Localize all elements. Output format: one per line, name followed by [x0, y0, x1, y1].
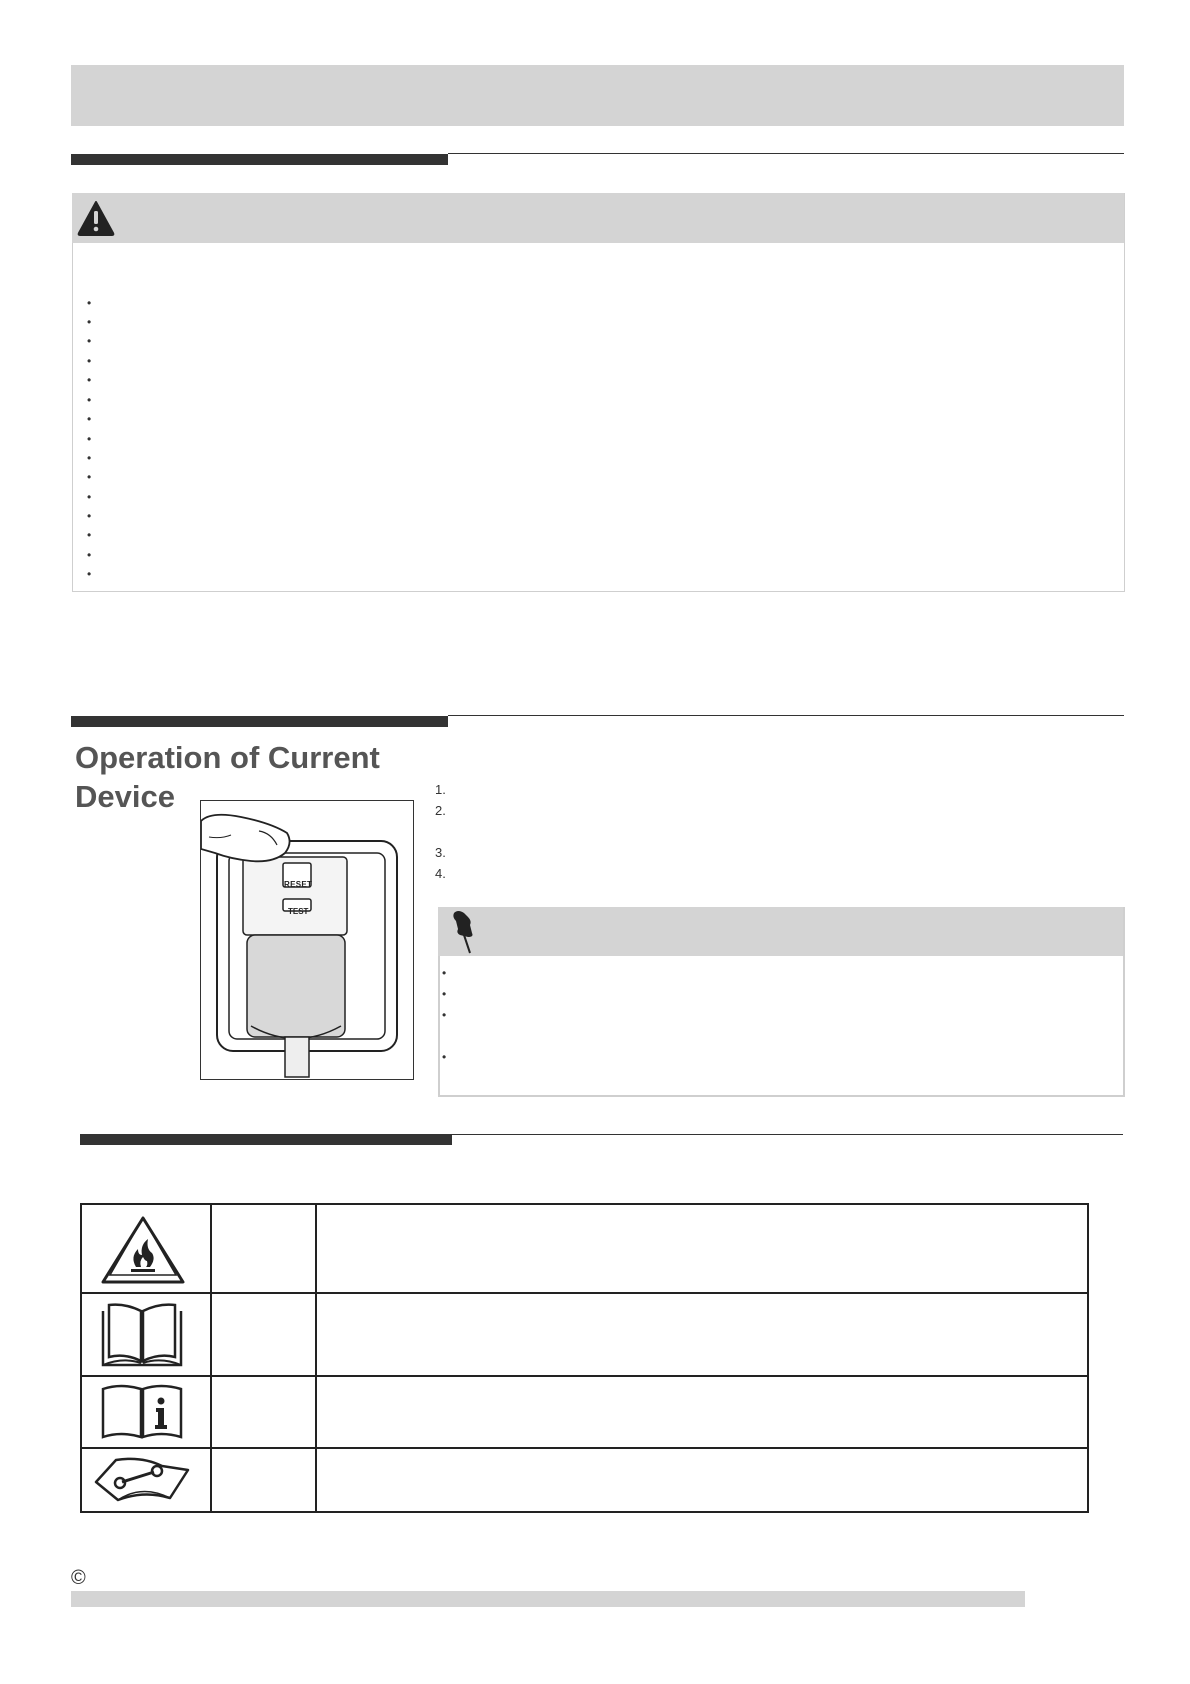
list-bullet: •: [87, 373, 92, 387]
list-bullet: •: [442, 966, 447, 980]
note-header: [438, 907, 1123, 956]
section-rule-thin: [448, 153, 1124, 154]
warning-header: [72, 193, 1124, 243]
copyright-symbol: ©: [71, 1567, 86, 1589]
section-rule-thin: [452, 1134, 1123, 1135]
pushpin-icon: [450, 907, 478, 957]
test-label: TEST: [288, 907, 309, 916]
rcd-device-drawing: [201, 801, 412, 1078]
section-rule-thick: [80, 1134, 452, 1145]
flammable-warning-icon: [100, 1215, 186, 1285]
list-bullet: •: [87, 412, 92, 426]
list-bullet: •: [87, 393, 92, 407]
list-bullet: •: [87, 451, 92, 465]
list-bullet: •: [87, 528, 92, 542]
list-bullet: •: [87, 548, 92, 562]
list-bullet: •: [87, 509, 92, 523]
section-title-line1: Operation of Current: [75, 740, 380, 775]
section-rule-thick: [71, 154, 448, 165]
service-manual-icon: [92, 1454, 192, 1506]
section-rule-thick: [71, 716, 448, 727]
table-divider: [210, 1203, 212, 1513]
list-bullet: •: [87, 470, 92, 484]
warning-triangle-icon: [76, 199, 116, 237]
section-title-line2: Device: [75, 779, 175, 814]
page-header-bar: [71, 65, 1124, 126]
list-bullet: •: [442, 1008, 447, 1022]
table-divider: [315, 1203, 317, 1513]
list-bullet: •: [87, 296, 92, 310]
list-bullet: •: [87, 567, 92, 581]
step-number: 1.: [435, 782, 446, 797]
table-row-divider: [80, 1292, 1089, 1294]
warning-box: [72, 193, 1125, 592]
reset-label: RESET: [284, 880, 313, 889]
list-bullet: •: [87, 315, 92, 329]
rcd-device-illustration: [200, 800, 414, 1080]
symbols-table: [80, 1203, 1089, 1513]
list-bullet: •: [442, 987, 447, 1001]
step-number: 3.: [435, 845, 446, 860]
read-manual-icon: [99, 1301, 185, 1369]
page-footer-bar: [71, 1591, 1025, 1607]
step-number: 2.: [435, 803, 446, 818]
list-bullet: •: [442, 1050, 447, 1064]
list-bullet: •: [87, 432, 92, 446]
table-row-divider: [80, 1375, 1089, 1377]
list-bullet: •: [87, 354, 92, 368]
info-manual-icon: [99, 1381, 185, 1441]
table-row-divider: [80, 1447, 1089, 1449]
section-rule-thin: [448, 715, 1124, 716]
list-bullet: •: [87, 490, 92, 504]
list-bullet: •: [87, 334, 92, 348]
step-number: 4.: [435, 866, 446, 881]
